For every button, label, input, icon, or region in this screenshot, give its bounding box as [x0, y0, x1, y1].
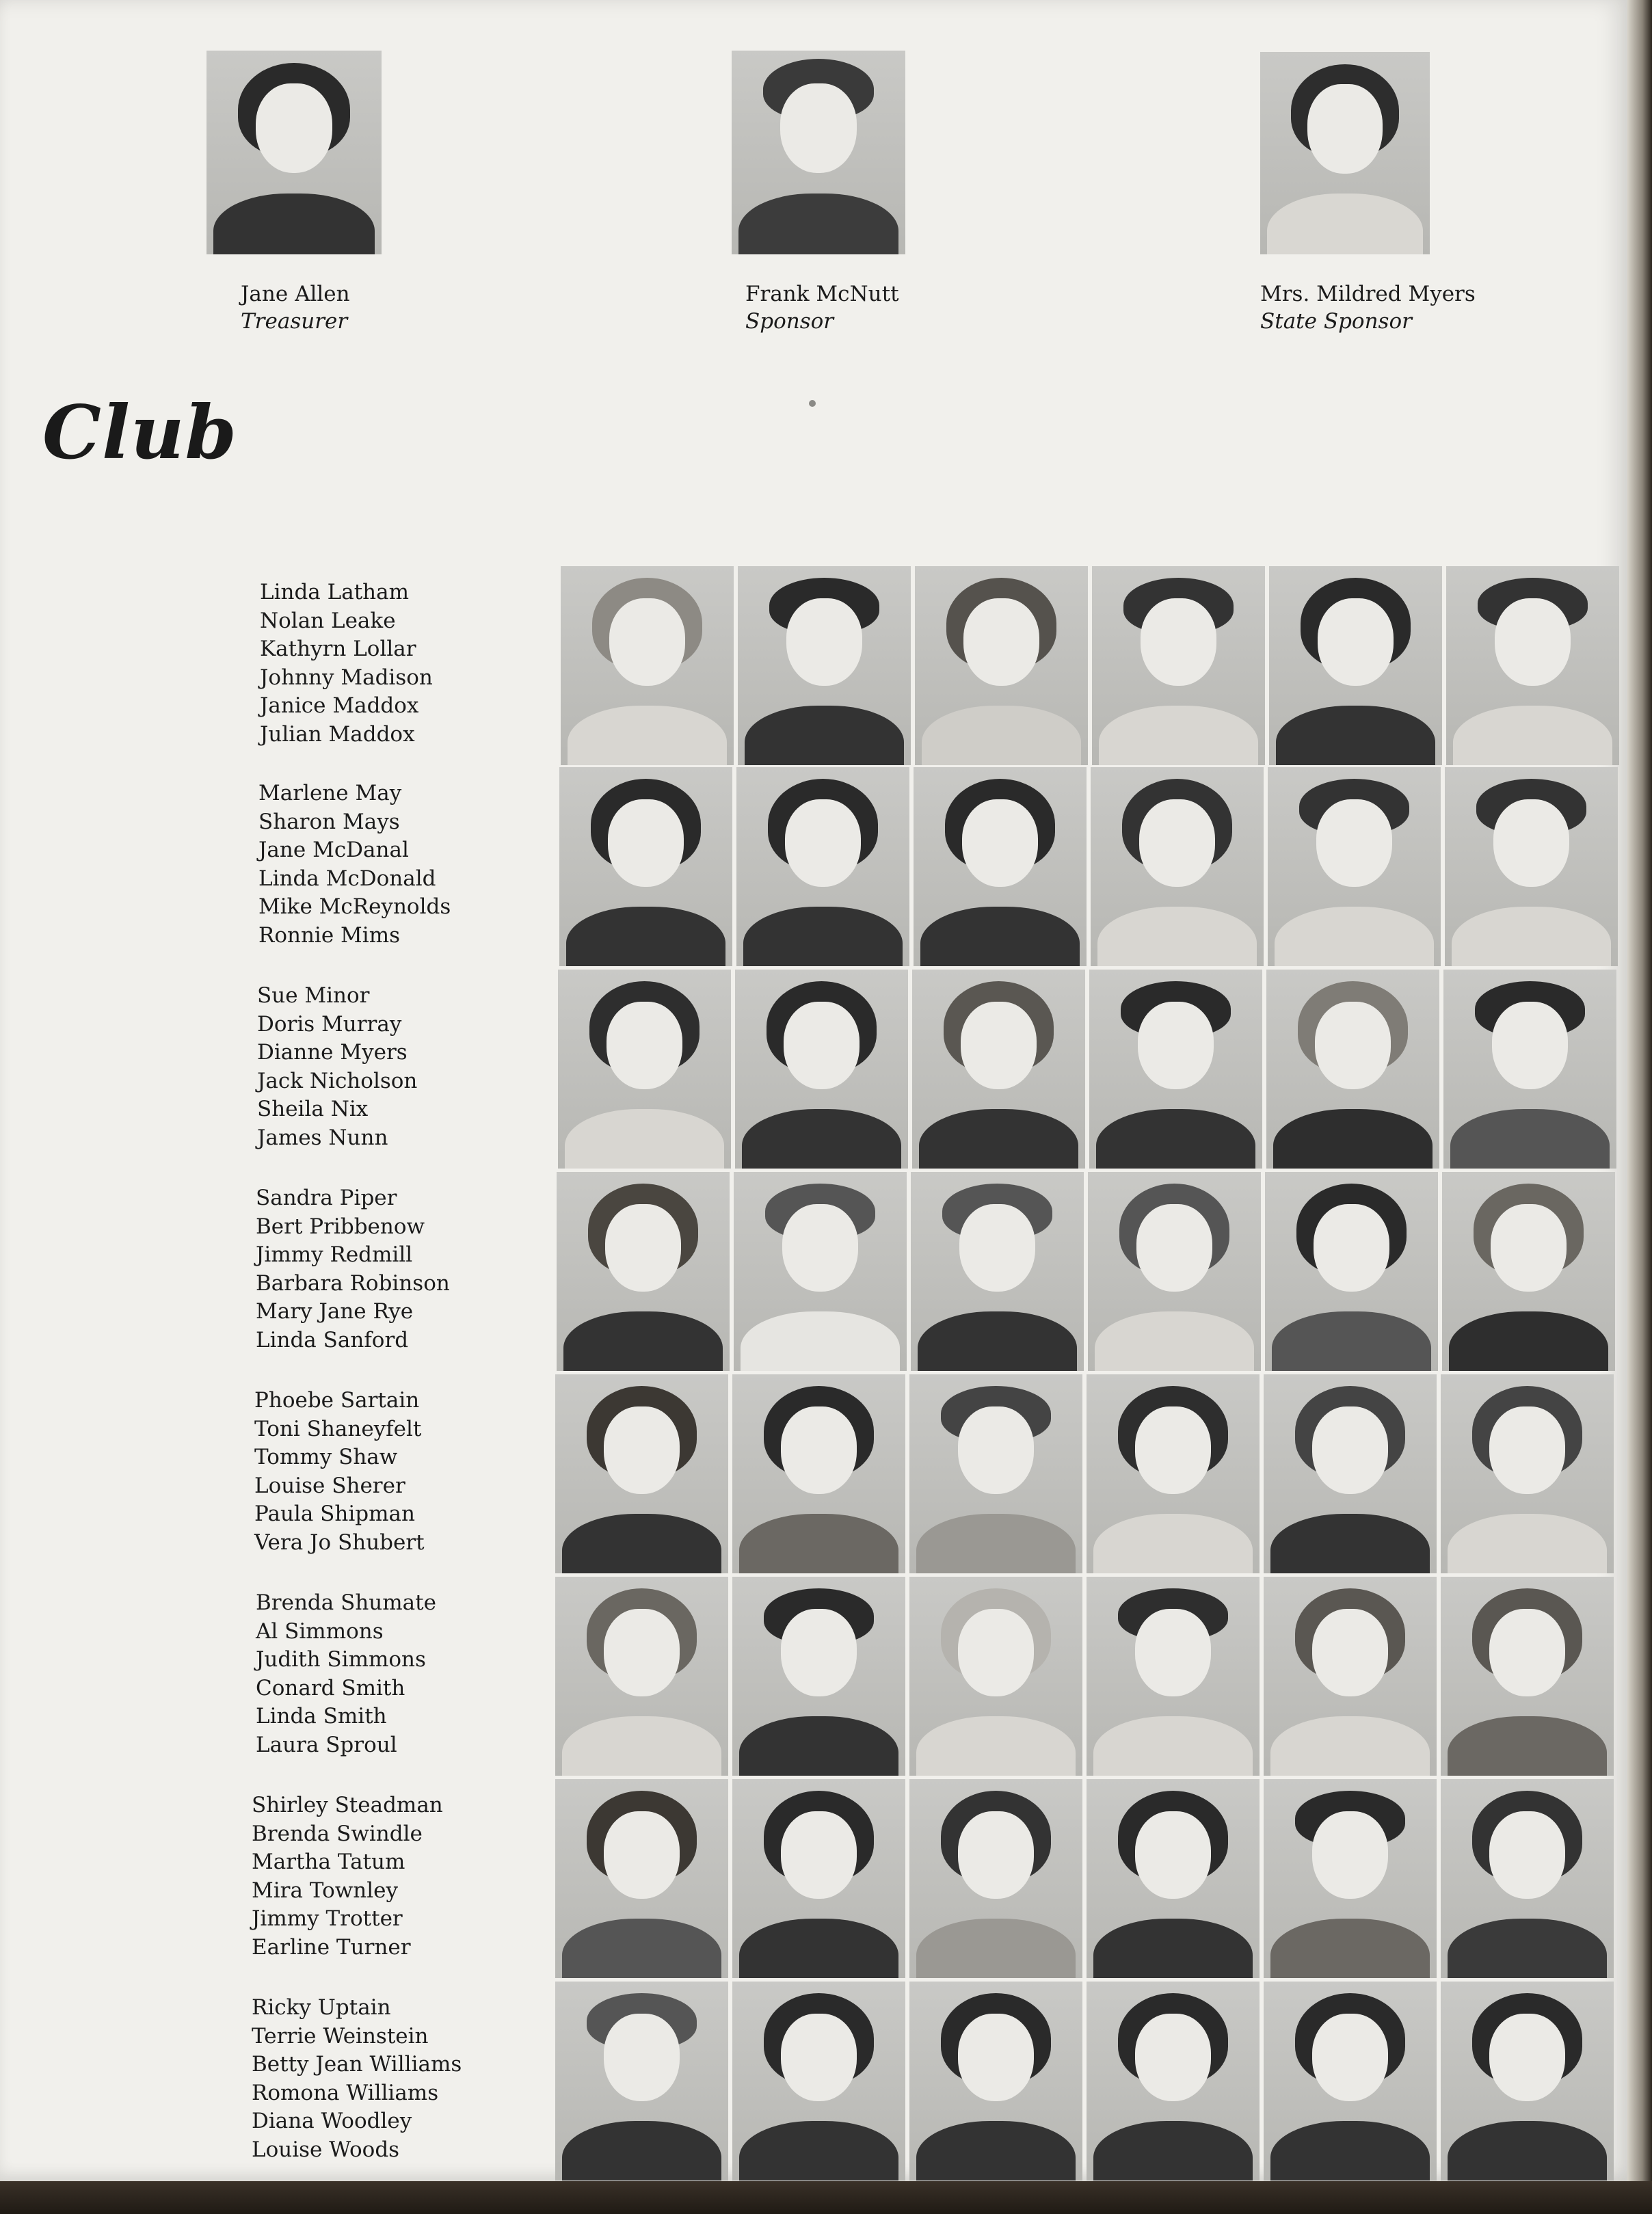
member-row: [0, 767, 1627, 970]
bottom-edge: [0, 2181, 1652, 2214]
member-names: [252, 1791, 539, 1962]
member-name: James Nunn: [257, 1125, 388, 1150]
member-name: Sharon Mays: [258, 809, 400, 834]
member-name: Phoebe Sartain: [254, 1388, 420, 1413]
member-name: Linda Latham: [260, 580, 410, 604]
member-name: Ricky Uptain: [252, 1995, 391, 2020]
member-photo: [559, 767, 732, 966]
member-photo: [736, 767, 909, 966]
member-names: [254, 1387, 542, 1558]
member-photo: [735, 970, 908, 1169]
member-name: Sue Minor: [257, 983, 370, 1008]
member-photo: [1441, 1982, 1614, 2180]
officer-name: Jane Allen: [241, 282, 350, 306]
portrait-grid: [555, 1374, 1615, 1577]
portrait-grid: [558, 970, 1618, 1172]
portrait-photo: [1260, 52, 1430, 254]
member-names: [258, 779, 546, 950]
member-photo: [557, 1172, 730, 1371]
member-name: Linda Sanford: [256, 1327, 409, 1352]
member-photo: [1087, 1982, 1260, 2180]
member-name: Conard Smith: [256, 1675, 405, 1700]
member-name: Diana Woodley: [252, 2109, 412, 2134]
member-name: Nolan Leake: [260, 608, 396, 633]
portrait-photo: [206, 51, 382, 254]
member-photo: [1443, 970, 1616, 1169]
portrait-grid: [555, 1982, 1615, 2184]
member-name: Paula Shipman: [254, 1502, 415, 1527]
member-name: Tommy Shaw: [254, 1445, 398, 1470]
member-photo: [1264, 1577, 1437, 1776]
member-name: Sandra Piper: [256, 1186, 397, 1210]
member-names: [256, 1589, 543, 1760]
member-photo: [912, 970, 1085, 1169]
member-photo: [1441, 1779, 1614, 1978]
member-name: Laura Sproul: [256, 1732, 397, 1757]
member-name: Terrie Weinstein: [252, 2023, 429, 2049]
member-photo: [555, 1374, 728, 1573]
member-name: Jimmy Redmill: [256, 1242, 413, 1268]
member-photo: [1268, 767, 1441, 966]
section-title: Club: [42, 390, 238, 476]
member-name: Louise Woods: [252, 2137, 400, 2162]
member-row: [0, 1172, 1627, 1374]
member-photo: [555, 1779, 728, 1978]
member-name: Shirley Steadman: [252, 1793, 443, 1817]
member-photo: [1087, 1779, 1260, 1978]
member-name: Romona Williams: [252, 2080, 439, 2105]
member-photo: [1091, 767, 1264, 966]
member-name: Louise Sherer: [254, 1473, 405, 1498]
print-speck: [809, 400, 816, 407]
member-photo: [561, 566, 734, 765]
member-photo: [555, 1982, 728, 2180]
officer-name: Frank McNutt: [745, 282, 899, 306]
officer-role: Treasurer: [241, 309, 348, 334]
member-name: Brenda Shumate: [256, 1590, 436, 1615]
member-photo: [915, 566, 1088, 765]
member-photo: [1442, 1172, 1615, 1371]
member-photo: [1441, 1374, 1614, 1573]
member-photo: [1264, 1374, 1437, 1573]
member-photo: [734, 1172, 907, 1371]
portrait-grid: [557, 1172, 1616, 1374]
member-row: [0, 970, 1627, 1172]
member-photo: [1266, 970, 1439, 1169]
member-name: Marlene May: [258, 781, 402, 805]
member-photo: [1269, 566, 1442, 765]
portrait-grid: [561, 566, 1621, 769]
officer-treasurer: [206, 51, 382, 335]
member-name: Al Simmons: [256, 1618, 384, 1644]
member-name: Mike McReynolds: [258, 894, 451, 920]
member-name: Johnny Madison: [260, 665, 433, 690]
member-name: Jane McDanal: [258, 838, 409, 863]
member-name: Vera Jo Shubert: [254, 1530, 425, 1555]
member-photo: [1087, 1374, 1260, 1573]
member-photo: [558, 970, 731, 1169]
member-names: [252, 1994, 539, 2165]
member-photo: [1087, 1577, 1260, 1776]
member-name: Mira Townley: [252, 1878, 399, 1903]
member-name: Brenda Swindle: [252, 1821, 423, 1846]
member-photo: [1441, 1577, 1614, 1776]
member-row: [0, 1374, 1627, 1577]
member-name: Sheila Nix: [257, 1097, 369, 1122]
member-photo: [914, 767, 1087, 966]
member-photo: [738, 566, 911, 765]
member-photo: [1446, 566, 1619, 765]
officer-role: State Sponsor: [1260, 309, 1412, 334]
portrait-grid: [555, 1779, 1615, 1982]
member-name: Linda McDonald: [258, 866, 436, 891]
member-row: [0, 1577, 1627, 1779]
officer-name: Mrs. Mildred Myers: [1260, 282, 1476, 306]
member-name: Judith Simmons: [256, 1647, 426, 1672]
member-name: Earline Turner: [252, 1934, 411, 1960]
member-photo: [732, 1779, 905, 1978]
member-photo: [909, 1982, 1082, 2180]
member-photo: [911, 1172, 1084, 1371]
member-photo: [1088, 1172, 1261, 1371]
member-photo: [555, 1577, 728, 1776]
member-name: Toni Shaneyfelt: [254, 1416, 422, 1441]
member-name: Doris Murray: [257, 1011, 402, 1037]
member-name: Mary Jane Rye: [256, 1299, 414, 1324]
member-row: [0, 1779, 1627, 1982]
member-name: Janice Maddox: [260, 693, 419, 719]
member-photo: [1089, 970, 1262, 1169]
member-name: Bert Pribbenow: [256, 1214, 425, 1239]
officer-sponsor: [732, 51, 905, 335]
member-name: Betty Jean Williams: [252, 2052, 462, 2077]
member-name: Martha Tatum: [252, 1850, 405, 1875]
member-name: Jimmy Trotter: [252, 1906, 403, 1932]
member-photo: [1264, 1779, 1437, 1978]
member-photo: [732, 1577, 905, 1776]
member-names: [256, 1184, 543, 1355]
member-name: Jack Nicholson: [257, 1068, 418, 1093]
member-photo: [909, 1779, 1082, 1978]
portrait-grid: [559, 767, 1619, 970]
portrait-photo: [732, 51, 905, 254]
member-names: [257, 982, 544, 1153]
member-photo: [732, 1374, 905, 1573]
officer-state-sponsor: [1260, 52, 1476, 335]
member-name: Kathyrn Lollar: [260, 637, 416, 662]
member-photo: [909, 1577, 1082, 1776]
page-edge: [1627, 0, 1652, 2214]
member-photo: [1092, 566, 1265, 765]
portrait-grid: [555, 1577, 1615, 1779]
member-names: [260, 578, 547, 749]
member-name: Dianne Myers: [257, 1040, 408, 1065]
member-photo: [1264, 1982, 1437, 2180]
member-photo: [732, 1982, 905, 2180]
officer-role: Sponsor: [745, 309, 834, 334]
member-name: Linda Smith: [256, 1704, 387, 1729]
member-name: Ronnie Mims: [258, 922, 401, 948]
member-name: Julian Maddox: [260, 721, 415, 747]
member-row: [0, 1982, 1627, 2184]
member-photo: [909, 1374, 1082, 1573]
member-name: Barbara Robinson: [256, 1270, 450, 1296]
member-photo: [1265, 1172, 1438, 1371]
member-photo: [1445, 767, 1618, 966]
member-row: [0, 566, 1627, 769]
